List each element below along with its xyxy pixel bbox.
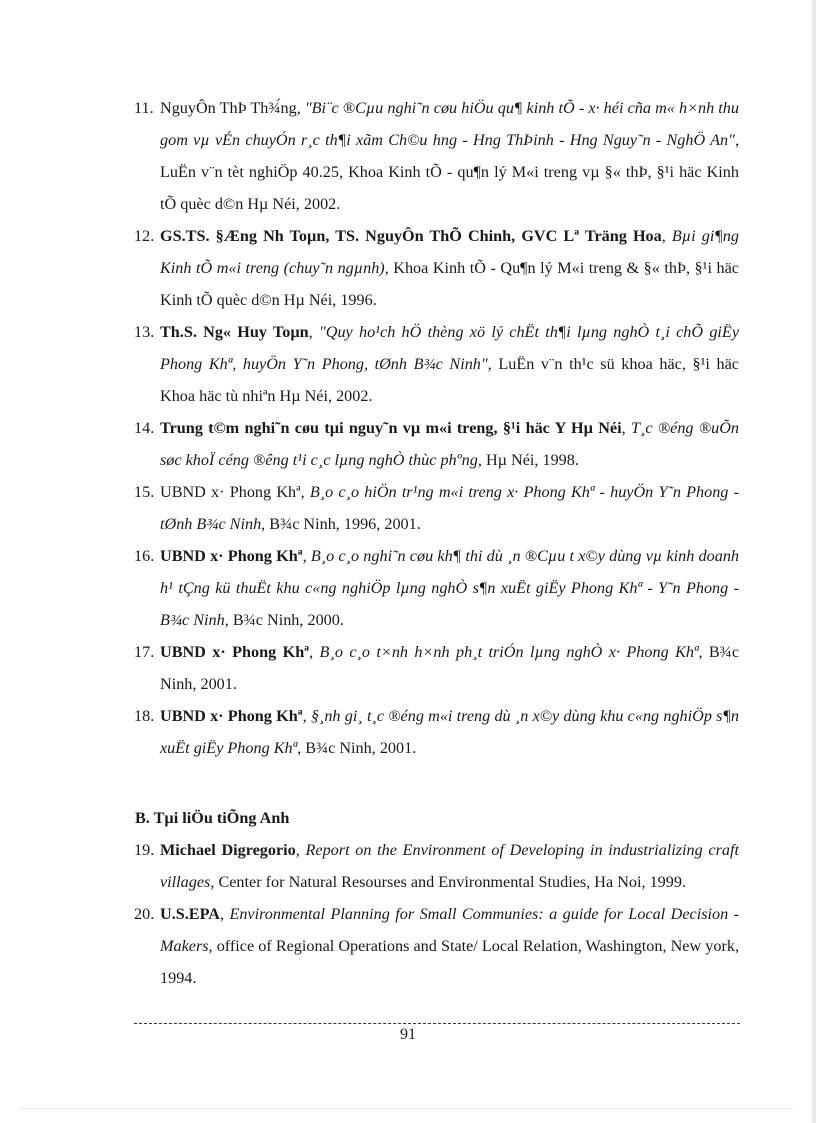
section-heading-english-references: B. Tµi liÖu tiÕng Anh — [135, 809, 290, 827]
page-edge-shadow — [812, 0, 816, 1123]
reference-title: , B¸o c¸o t×nh h×nh ph¸t triÓn lµng nghÒ x· Phong Khª — [309, 643, 699, 661]
reference-item-20 — [134, 898, 739, 994]
reference-author: NguyÔn ThÞ Th¾́ng, — [160, 99, 305, 117]
reference-number: 15. — [134, 483, 155, 501]
reference-details: , B¾c Ninh, 1996, 2001. — [261, 515, 421, 533]
reference-number: 11. — [134, 99, 154, 117]
reference-item-15 — [134, 476, 739, 540]
reference-author: GS.TS. §Æng Nh Toµn, TS. NguyÔn ThÕ Chinh, GVC Lª Träng Hoa — [160, 227, 662, 245]
reference-item-11 — [134, 92, 739, 220]
page-bottom-edge — [20, 1108, 796, 1109]
page-number: 91 — [400, 1026, 416, 1043]
reference-item-13 — [134, 316, 739, 412]
reference-details: , Center for Natural Resourses and Environmental Studies, Ha Noi, 1999. — [210, 873, 686, 891]
reference-author: UBND x· Phong Khª — [160, 547, 303, 565]
reference-number: 16. — [134, 547, 155, 565]
reference-item-16 — [134, 540, 739, 636]
reference-details: , LuËn v¨n th¹c sü khoa häc, §¹i häc Khoa häc tù nhiªn Hµ Néi, 2002. — [160, 355, 739, 405]
reference-author: Th.S. Ng« Huy Toµn — [160, 323, 309, 341]
reference-item-18 — [134, 700, 739, 764]
reference-number: 14. — [134, 419, 155, 437]
reference-details: , Khoa Kinh tÕ - Qu¶n lý M«i treng & §« thÞ, §¹i häc Kinh tÕ quèc d©n Hµ Néi, 1996. — [160, 259, 739, 309]
reference-details: , B¾c Ninh, 2000. — [224, 611, 344, 629]
reference-list-english — [134, 834, 739, 994]
reference-title: , "Quy ho¹ch hÖ thèng xö lý chËt th¶i lµng nghÒ t¸i chÕ giËy Phong Khª, huyÖn Y˜n Phong, tØnh B¾c Ninh" — [160, 323, 740, 373]
reference-title: , §¸nh gi¸ t¸c ®éng m«i treng dù ¸n x©y dùng khu c«ng nghiÖp s¶n xuËt giËy Phong Khª — [160, 707, 739, 757]
reference-number: 20. — [134, 905, 155, 923]
reference-number: 19. — [134, 841, 155, 859]
reference-title: , B¸o c¸o nghi˜n cøu kh¶ thi dù ¸n ®Cµu t x©y dùng vµ kinh doanh h¹ tÇng kü thuËt khu c«ng nghiÖp lµng nghÒ s¶n xuËt giËy Phong Khª - Y˜n Phong - B¾c Ninh — [160, 547, 740, 629]
reference-author: UBND x· Phong Khª — [160, 643, 310, 661]
reference-title: , Report on the Environment of Developing in industrializing craft villages — [160, 841, 739, 891]
reference-details: , office of Regional Operations and State/ Local Relation, Washington, New york, 1994. — [160, 937, 739, 987]
reference-title: B¸o c¸o hiÖn tr¹ng m«i treng x· Phong Khª - huyÖn Y˜n Phong - tØnh B¾c Ninh — [160, 483, 739, 533]
reference-details: , B¾c Ninh, 2001. — [297, 739, 417, 757]
reference-details: , LuËn v¨n tèt nghiÖp 40.25, Khoa Kinh tÕ - qu¶n lý M«i treng vµ §« thÞ, §¹i häc Kinh tÕ quèc d©n Hµ Néi, 2002. — [160, 131, 739, 213]
reference-number: 17. — [134, 643, 155, 661]
reference-details: , Hµ Néi, 1998. — [477, 451, 579, 469]
reference-item-19 — [134, 834, 739, 898]
reference-author: UBND x· Phong Khª, — [160, 483, 310, 501]
reference-author: UBND x· Phong Khª — [160, 707, 303, 725]
reference-item-14 — [134, 412, 739, 476]
reference-number: 13. — [134, 323, 155, 341]
reference-title: "Bi¨c ®Cµu nghi˜n cøu hiÖu qu¶ kinh tÕ - x· héi cña m« h×nh thu gom vµ vÉn chuyÓn r¸c th¶i xãm Ch©u hng - Hng ThÞinh - Hng Nguy˜n - NghÖ An" — [160, 99, 739, 149]
reference-number: 12. — [134, 227, 155, 245]
reference-details: , B¾c Ninh, 2001. — [160, 643, 740, 693]
reference-item-12 — [134, 220, 739, 316]
reference-list-vietnamese — [134, 92, 739, 764]
reference-title: , Environmental Planning for Small Communies: a guide for Local Decision - Makers — [160, 905, 739, 955]
reference-item-17 — [134, 636, 739, 700]
footer-divider — [134, 1023, 740, 1024]
reference-title: , T¸c ®éng ®uÕn søc khoÏ céng ®êng t¹i c¸c lµng nghÒ thùc phºng — [160, 419, 740, 469]
reference-number: 18. — [134, 707, 155, 725]
reference-author: Trung t©m nghi˜n cøu tµi nguy˜n vµ m«i treng, §¹i häc Y Hµ Néi — [160, 419, 622, 437]
reference-title: , Bµi gi¶ng Kinh tÕ m«i treng (chuy˜n ngµnh) — [160, 227, 739, 277]
reference-author: U.S.EPA — [160, 905, 220, 923]
reference-author: Michael Digregorio — [160, 841, 296, 859]
